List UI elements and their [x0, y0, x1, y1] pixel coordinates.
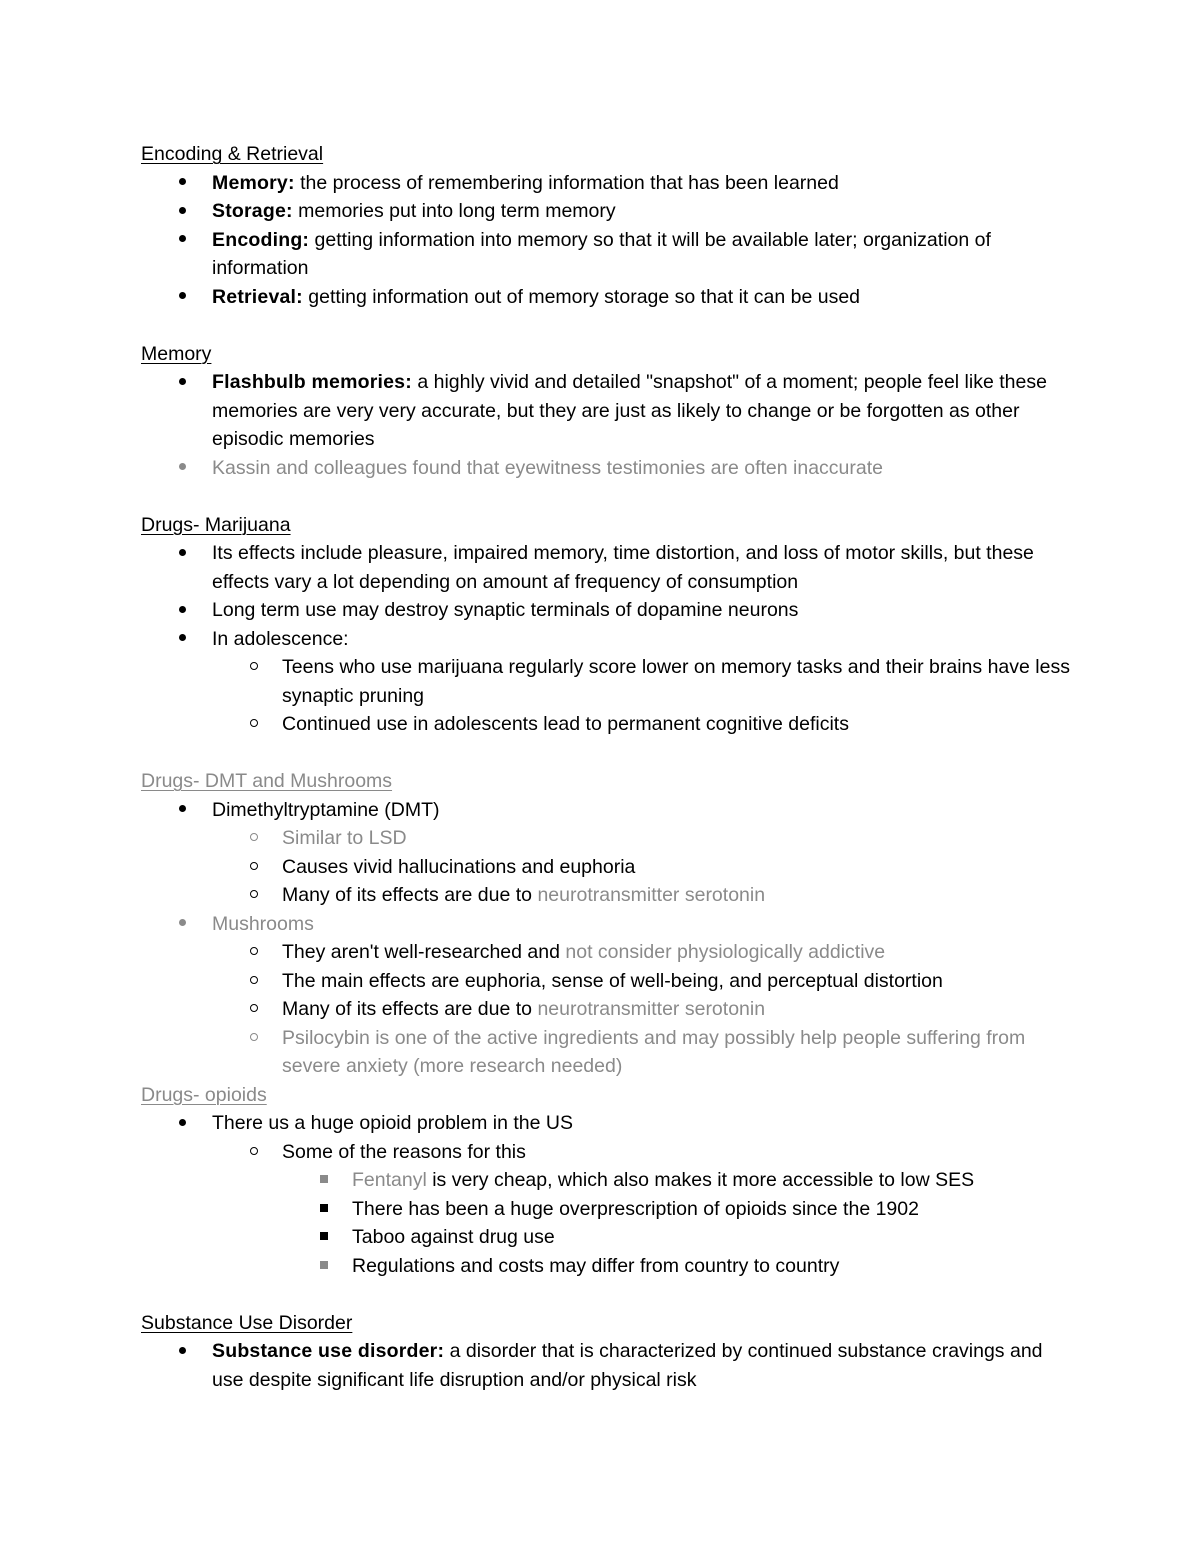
- bullet-icon: [172, 910, 192, 939]
- bullet-icon: [172, 1337, 192, 1366]
- definition: a disorder that is characterized by continued substance cravings and use despite significant life disruption and/or physical risk: [212, 1340, 1043, 1391]
- encoding-list: [141, 169, 1071, 312]
- list-item: [141, 625, 1071, 654]
- term: Storage:: [212, 200, 293, 222]
- list-item: [141, 197, 1071, 226]
- term: Memory:: [212, 171, 295, 194]
- circle-bullet-icon: [244, 967, 264, 996]
- item-text: In adolescence:: [212, 627, 349, 650]
- section-heading-memory: Memory: [141, 342, 212, 365]
- bullet-icon: [172, 539, 192, 568]
- dmt-sublist: [141, 824, 1071, 910]
- item-text: Similar to LSD: [282, 827, 407, 849]
- list-item: [141, 283, 1071, 312]
- term: Flashbulb memories:: [212, 371, 412, 393]
- item-text: Dimethyltryptamine (DMT): [212, 798, 440, 821]
- item-text: There has been a huge overprescription of opioids since the 1902: [352, 1197, 919, 1220]
- list-item: [141, 995, 1071, 1024]
- item-text: The main effects are euphoria, sense of well-being, and perceptual distortion: [282, 969, 943, 992]
- item-text: Causes vivid hallucinations and euphoria: [282, 855, 636, 878]
- list-item: [141, 853, 1071, 882]
- mushrooms-list: [141, 910, 1071, 939]
- mushrooms-sublist: [141, 938, 1071, 1081]
- item-text: Some of the reasons for this: [282, 1140, 526, 1163]
- list-item: [141, 796, 1071, 825]
- list-item: [141, 1138, 1071, 1167]
- list-item: [141, 967, 1071, 996]
- circle-bullet-icon: [244, 995, 264, 1024]
- section-heading-encoding: Encoding & Retrieval: [141, 143, 324, 165]
- item-text: Many of its effects are due to: [282, 998, 538, 1020]
- bullet-icon: [172, 625, 192, 654]
- term: Encoding:: [212, 228, 310, 251]
- definition: getting information out of memory storage so that it can be used: [302, 285, 861, 308]
- list-item: [141, 710, 1071, 739]
- list-item: [141, 596, 1071, 625]
- grey-text: not consider physiologically addictive: [565, 941, 886, 963]
- dmt-list: [141, 796, 1071, 825]
- item-text: Continued use in adolescents lead to permanent cognitive deficits: [282, 713, 849, 735]
- square-bullet-icon: [314, 1195, 334, 1224]
- list-item: [141, 1223, 1071, 1252]
- list-item: [141, 1024, 1071, 1081]
- list-item: [141, 368, 1071, 454]
- section-heading-marijuana: Drugs- Marijuana: [141, 513, 291, 536]
- term: Retrieval:: [212, 285, 303, 308]
- circle-bullet-icon: [244, 853, 264, 882]
- list-item: [141, 169, 1071, 198]
- list-item: [141, 1195, 1071, 1224]
- item-text: Taboo against drug use: [352, 1226, 555, 1248]
- list-item: [141, 454, 1071, 483]
- bullet-icon: [172, 169, 192, 198]
- bullet-icon: [172, 226, 192, 255]
- circle-bullet-icon: [244, 938, 264, 967]
- item-text: Many of its effects are due to: [282, 884, 538, 906]
- list-item: [141, 881, 1071, 910]
- circle-bullet-icon: [244, 881, 264, 910]
- definition: getting information into memory so that it will be available later; organization of information: [212, 228, 991, 279]
- list-item: [141, 910, 1071, 939]
- bullet-icon: [172, 796, 192, 825]
- definition: memories put into long term memory: [292, 200, 616, 222]
- marijuana-list: [141, 539, 1071, 653]
- list-item: [141, 824, 1071, 853]
- item-text: Its effects include pleasure, impaired memory, time distortion, and loss of motor skills, but these effects vary a lot depending on amount af frequency of consumption: [212, 542, 1034, 593]
- list-item: [141, 1252, 1071, 1281]
- reasons-list: [141, 1166, 1071, 1280]
- list-item: [141, 226, 1071, 283]
- sud-list: [141, 1337, 1071, 1394]
- circle-bullet-icon: [244, 824, 264, 853]
- adolescence-sublist: [141, 653, 1071, 739]
- square-bullet-icon: [314, 1166, 334, 1195]
- definition: a highly vivid and detailed "snapshot" of a moment; people feel like these memories are very very accurate, but they are just as likely to change or be forgotten as other episodic memories: [212, 371, 1047, 450]
- memory-list: [141, 368, 1071, 482]
- section-heading-dmt: Drugs- DMT and Mushrooms: [141, 770, 393, 792]
- item-text: Regulations and costs may differ from country to country: [352, 1254, 840, 1277]
- bullet-icon: [172, 197, 192, 226]
- list-item: [141, 1337, 1071, 1394]
- circle-bullet-icon: [244, 653, 264, 682]
- list-item: [141, 653, 1071, 710]
- grey-text: neurotransmitter serotonin: [537, 998, 766, 1020]
- grey-text: neurotransmitter serotonin: [537, 884, 766, 906]
- item-text: is very cheap, which also makes it more accessible to low SES: [426, 1169, 975, 1191]
- term: Substance use disorder:: [212, 1340, 445, 1362]
- item-text: They aren't well-researched and: [282, 941, 566, 963]
- item-text: Kassin and colleagues found that eyewitness testimonies are often inaccurate: [212, 456, 883, 479]
- item-text: Long term use may destroy synaptic terminals of dopamine neurons: [212, 599, 799, 621]
- list-item: [141, 1166, 1071, 1195]
- opioids-list: [141, 1109, 1071, 1138]
- document-page: [141, 140, 1071, 1394]
- bullet-icon: [172, 596, 192, 625]
- list-item: [141, 938, 1071, 967]
- section-heading-opioids: Drugs- opioids: [141, 1083, 267, 1106]
- grey-text: Fentanyl: [352, 1169, 427, 1191]
- opioids-sublist: [141, 1138, 1071, 1167]
- square-bullet-icon: [314, 1252, 334, 1281]
- list-item: [141, 1109, 1071, 1138]
- list-item: [141, 539, 1071, 596]
- definition: the process of remembering information that has been learned: [294, 171, 839, 194]
- circle-bullet-icon: [244, 1138, 264, 1167]
- bullet-icon: [172, 454, 192, 483]
- circle-bullet-icon: [244, 1024, 264, 1053]
- item-text: Mushrooms: [212, 912, 314, 935]
- bullet-icon: [172, 283, 192, 312]
- bullet-icon: [172, 368, 192, 397]
- item-text: Psilocybin is one of the active ingredients and may possibly help people suffering from severe anxiety (more research needed): [282, 1026, 1026, 1077]
- section-heading-sud: Substance Use Disorder: [141, 1311, 353, 1334]
- item-text: Teens who use marijuana regularly score lower on memory tasks and their brains have less synaptic pruning: [282, 656, 1070, 707]
- bullet-icon: [172, 1109, 192, 1138]
- square-bullet-icon: [314, 1223, 334, 1252]
- circle-bullet-icon: [244, 710, 264, 739]
- item-text: There us a huge opioid problem in the US: [212, 1112, 573, 1134]
